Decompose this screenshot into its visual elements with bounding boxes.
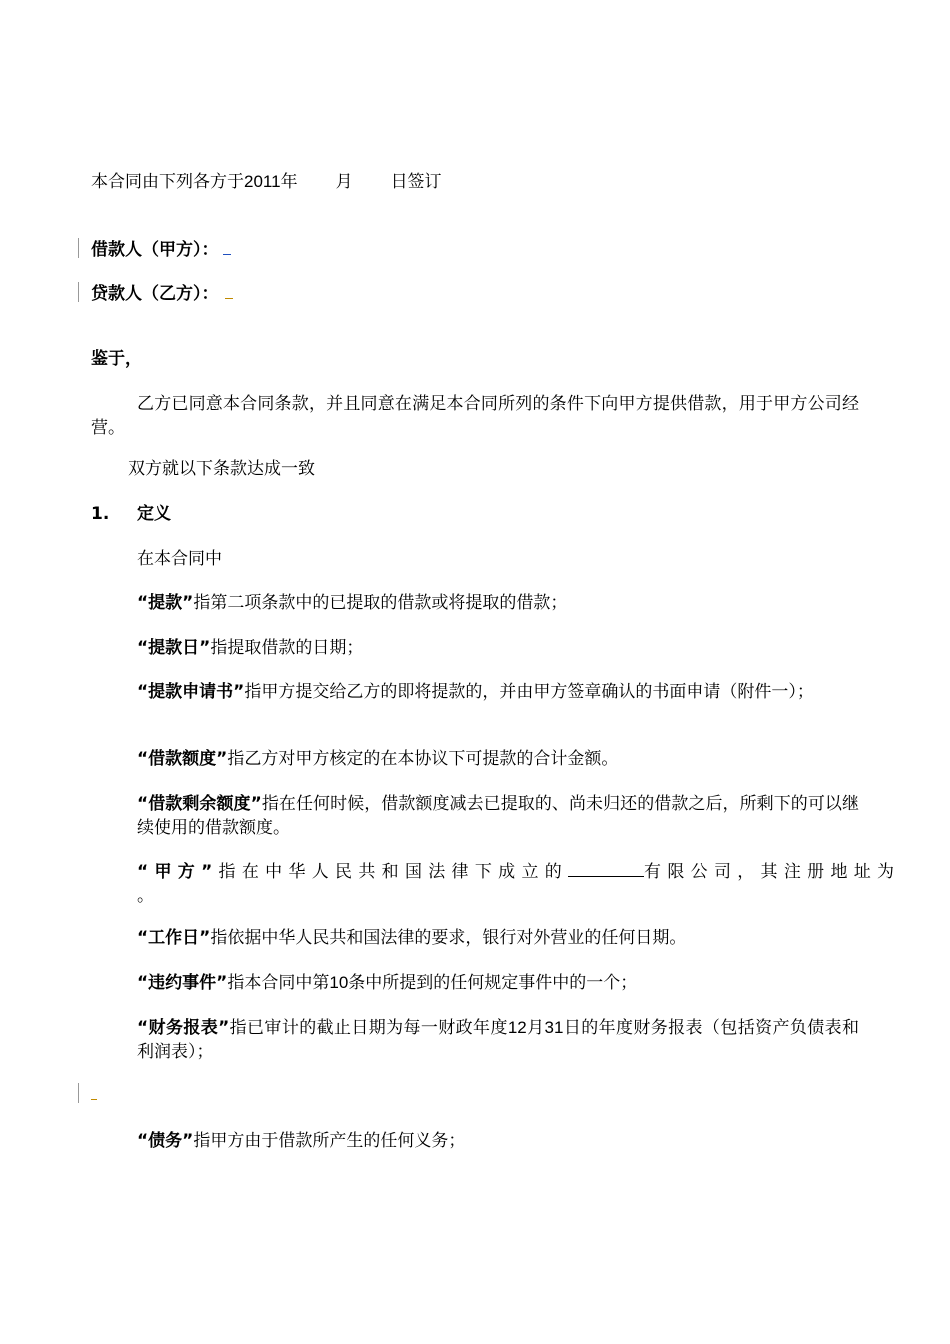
date-prefix: 本合同由下列各方于 — [91, 172, 244, 192]
lender-line — [91, 283, 233, 305]
year-value: 2011 — [244, 172, 281, 191]
definition-item — [137, 860, 901, 908]
recital-paragraph: 乙方已同意本合同条款，并且同意在满足本合同所列的条件下向甲方提供借款，用于甲方公司经营。 — [91, 394, 859, 438]
definition-text: 指在任何时候，借款额度减去已提取的、尚未归还的借款之后，所剩下的可以继续使用的借款额度。 — [137, 794, 859, 838]
margin-marker — [78, 1083, 79, 1103]
definition-text: 指已审计的截止日期为每一财政年度 — [229, 1018, 508, 1038]
definition-text: 月 — [526, 1018, 545, 1038]
whereas-heading: 鉴于， — [91, 349, 142, 369]
definition-item — [137, 592, 567, 614]
definition-term: “提款日” — [137, 638, 211, 658]
section-intro: 在本合同中 — [137, 549, 222, 569]
definition-item — [137, 680, 859, 704]
text-cursor-icon — [225, 284, 233, 299]
definition-text: 指依据中华人民共和国法律的要求，银行对外营业的任何日期。 — [210, 928, 687, 948]
definition-text: 指甲方提交给乙方的即将提款的，并由甲方签章确认的书面申请（附件一）； — [244, 682, 814, 702]
definition-term: “借款剩余额度” — [137, 794, 262, 814]
definition-item — [137, 748, 618, 770]
month-unit: 月 — [335, 172, 353, 192]
definition-text: 指甲方由于借款所产生的任何义务； — [193, 1131, 466, 1151]
definition-text: 指提取借款的日期； — [210, 638, 364, 658]
day-suffix: 日签订 — [390, 172, 442, 192]
text-cursor-icon — [91, 1085, 97, 1100]
clause-number: 10 — [329, 973, 349, 992]
definition-item — [137, 927, 686, 949]
definition-term: “甲方” — [137, 862, 219, 882]
borrower-line — [91, 239, 231, 261]
definition-text: 指乙方对甲方核定的在本协议下可提款的合计金额。 — [227, 749, 619, 769]
definition-item — [137, 637, 363, 659]
margin-marker — [78, 282, 79, 302]
year-unit: 年 — [280, 172, 298, 192]
borrower-label: 借款人（甲方）： — [91, 240, 219, 260]
contract-date-line — [91, 171, 442, 193]
definition-text: 日的年度财务报表（包括资产负债表和利润表）； — [137, 1018, 860, 1062]
definition-text: 条中所提到的任何规定事件中的一个； — [348, 973, 638, 993]
definition-term: “借款额度” — [137, 749, 228, 769]
month-number: 12 — [507, 1018, 527, 1037]
definition-item — [137, 972, 637, 994]
definition-term: “提款” — [137, 593, 194, 613]
section-title: 定义 — [137, 504, 171, 524]
agreement-line: 双方就以下条款达成一致 — [128, 459, 315, 479]
definition-continuation: 。 — [137, 886, 154, 906]
definition-item — [137, 1016, 859, 1064]
blank-field — [568, 862, 644, 877]
margin-marker — [78, 238, 79, 258]
definition-term: “工作日” — [137, 928, 211, 948]
day-number: 31 — [544, 1018, 564, 1037]
definition-term: “违约事件” — [137, 973, 228, 993]
empty-line — [91, 1084, 97, 1106]
definition-text: 有限公司，其注册地址为 — [644, 862, 901, 882]
definition-item — [137, 792, 859, 840]
section-number: 1. — [91, 504, 110, 524]
text-cursor-icon — [223, 240, 231, 255]
definition-term: “提款申请书” — [137, 682, 245, 702]
definition-term: “债务” — [137, 1131, 194, 1151]
definition-term: “财务报表” — [137, 1018, 230, 1038]
definition-text: 指在中华人民共和国法律下成立的 — [218, 862, 569, 882]
definition-item — [137, 1130, 465, 1152]
lender-label: 贷款人（乙方）： — [91, 284, 219, 304]
definition-text: 指本合同中第 — [227, 973, 330, 993]
definition-text: 指第二项条款中的已提取的借款或将提取的借款； — [193, 593, 568, 613]
